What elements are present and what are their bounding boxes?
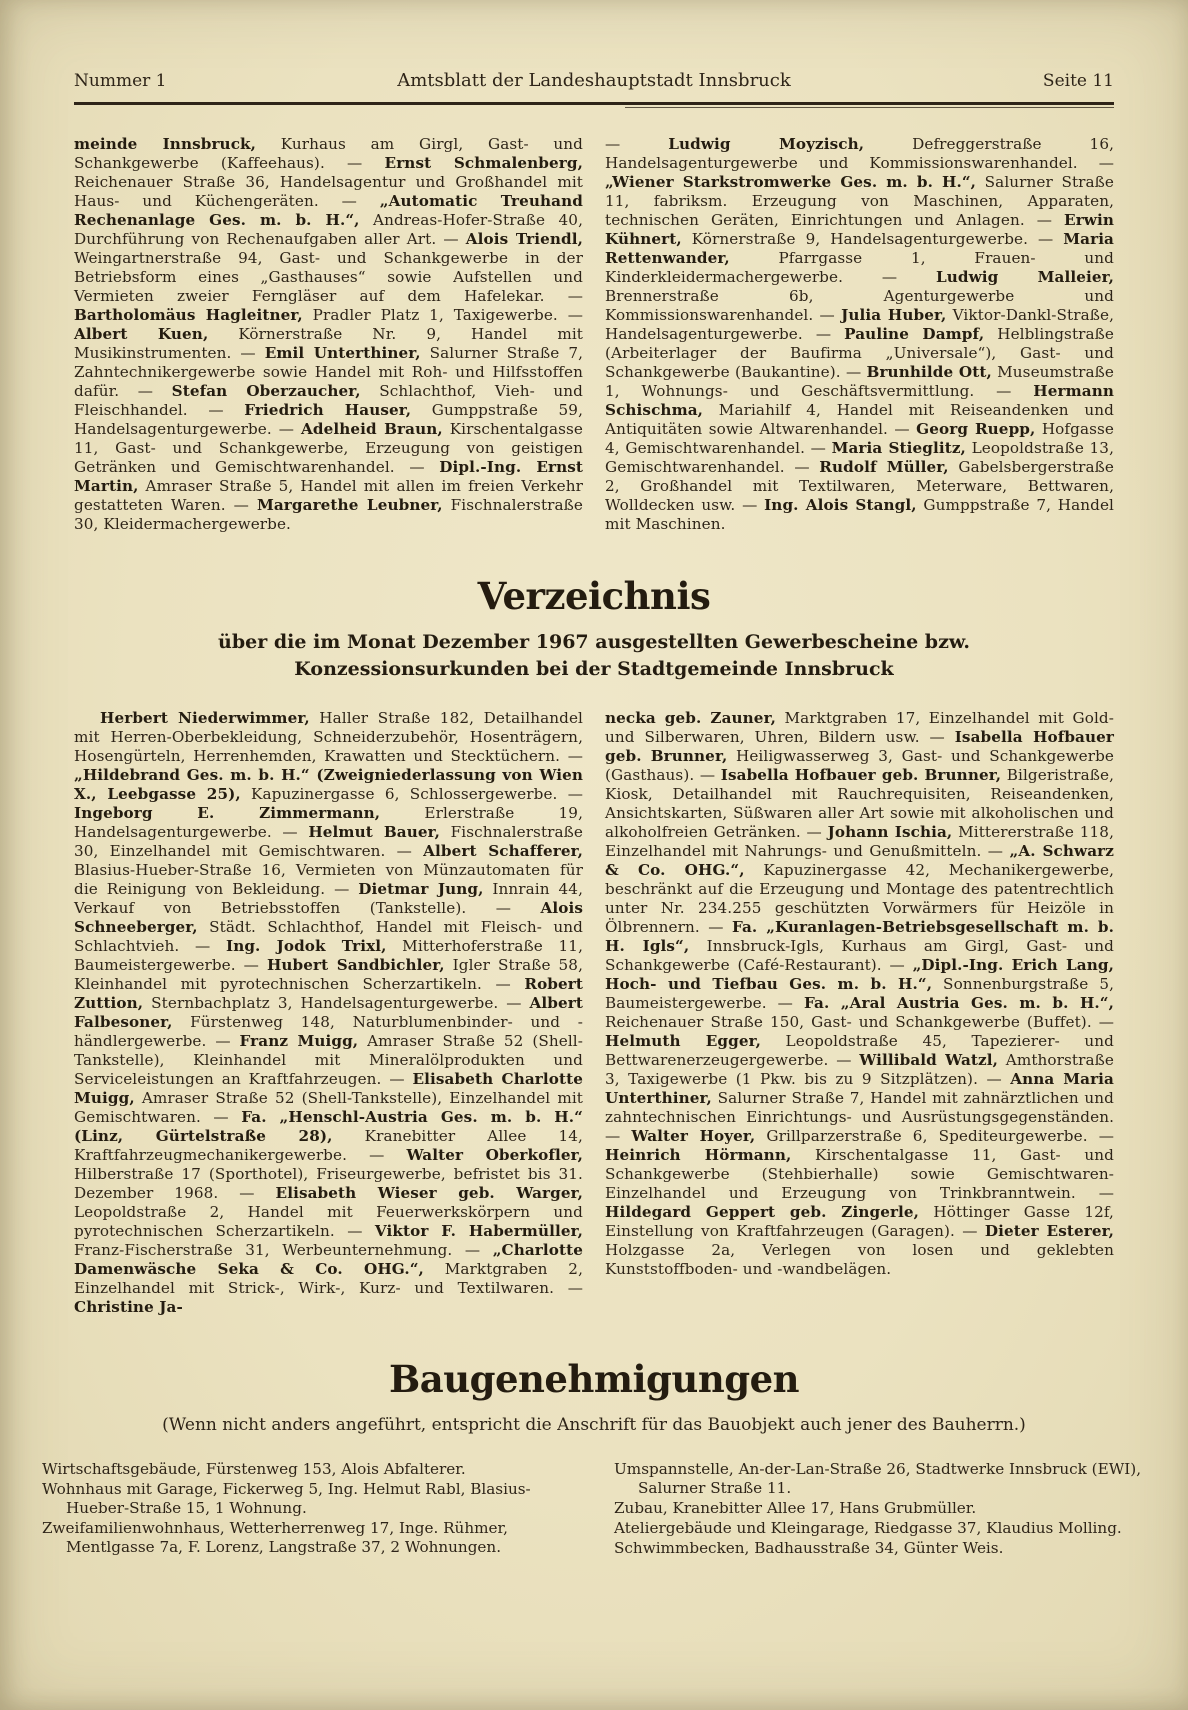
verzeichnis-subtitle-line2: Konzessionsurkunden bei der Stadtgemeinde Innsbruck [294, 658, 894, 680]
masthead-title: Amtsblatt der Landeshauptstadt Innsbruck [397, 70, 791, 91]
baugenehmigung-entry: Schwimmbecken, Badhausstraße 34, Günter Weis. [614, 1539, 1004, 1557]
baugenehmigungen-title: Baugenehmigungen [388, 1357, 800, 1401]
baugenehmigungen-column-right [614, 1460, 1146, 1559]
verzeichnis-title: Verzeichnis [477, 574, 711, 618]
verzeichnis-section [74, 709, 1114, 1317]
baugenehmigungen-list-right [614, 1460, 1146, 1558]
baugenehmigungen-note: (Wenn nicht anders angeführt, entspricht die Anschrift für das Bauobjekt auch jener des Bauherrn.) [162, 1415, 1026, 1435]
baugenehmigungen-column-left [42, 1460, 574, 1559]
verzeichnis-subtitle-line1: über die im Monat Dezember 1967 ausgestellten Gewerbescheine bzw. [218, 631, 970, 653]
verzeichnis-heading [74, 576, 1114, 683]
continuation-column-left [74, 135, 583, 534]
baugenehmigungen-heading [74, 1359, 1114, 1436]
verzeichnis-column-left [74, 709, 583, 1317]
baugenehmigung-entry: Zubau, Kranebitter Allee 17, Hans Grubmüller. [614, 1499, 977, 1517]
baugenehmigungen-list-left [42, 1460, 574, 1557]
page-header [74, 0, 1114, 91]
issue-number: Nummer 1 [74, 71, 167, 91]
baugenehmigung-entry: Ateliergebäude und Kleingarage, Riedgasse 37, Klaudius Molling. [614, 1519, 1122, 1537]
baugenehmigung-entry: Umspannstelle, An-der-Lan-Straße 26, Stadtwerke Innsbruck (EWI), Salurner Straße 11. [614, 1460, 1142, 1497]
continuation-paragraph-right: — Ludwig Moyzisch, Defreggerstraße 16, Handelsagenturgewerbe und Kommissionswarenhandel. — „Wiener Starkstromwerke Ges. m. b. H.“, Salurner Straße 11, fabriksm. Erzeugung von Maschinen, Apparaten, technischen Geräten, Einrichtungen und Anlagen. — Erwin Kühnert, Körnerstraße 9, Handelsagenturgewerbe. — Maria Rettenwander, Pfarrgasse 1, Frauen- und Kinderkleidermachergewerbe. — Ludwig Malleier, Brennerstraße 6b, Agenturgewerbe und Kommissionswarenhandel. — Julia Huber, Viktor-Dankl-Straße, Handelsagenturgewerbe. — Pauline Dampf, Helblingstraße (Arbeiterlager der Baufirma „Universale“), Gast- und Schankgewerbe (Baukantine). — Brunhilde Ott, Museumstraße 1, Wohnungs- und Geschäftsvermittlung. — Hermann Schischma, Mariahilf 4, Handel mit Reiseandenken und Antiquitäten sowie Altwarenhandel. — Georg Ruepp, Hofgasse 4, Gemischtwarenhandel. — Maria Stieglitz, Leopoldstraße 13, Gemischtwarenhandel. — Rudolf Müller, Gabelsbergerstraße 2, Großhandel mit Textilwaren, Meterware, Bettwaren, Wolldecken usw. — Ing. Alois Stangl, Gumppstraße 7, Handel mit Maschinen. [605, 135, 1115, 533]
header-rule [74, 102, 1114, 105]
gewerbescheine-continuation-section [74, 135, 1114, 534]
continuation-paragraph-left: meinde Innsbruck, Kurhaus am Girgl, Gast- und Schankgewerbe (Kaffeehaus). — Ernst Schmalenberg, Reichenauer Straße 36, Handelsagentur und Großhandel mit Haus- und Küchengeräten. — „Automatic Treuhand Rechenanlage Ges. m. b. H.“, Andreas-Hofer-Straße 40, Durchführung von Rechenaufgaben aller Art. — Alois Triendl, Weingartnerstraße 94, Gast- und Schankgewerbe in der Betriebsform eines „Gasthauses“ sowie Aufstellen und Vermieten zweier Ferngläser auf dem Hafelekar. — Bartholomäus Hagleitner, Pradler Platz 1, Taxigewerbe. — Albert Kuen, Körnerstraße Nr. 9, Handel mit Musikinstrumenten. — Emil Unterthiner, Salurner Straße 7, Zahntechnikergewerbe sowie Handel mit Roh- und Hilfsstoffen dafür. — Stefan Oberzaucher, Schlachthof, Vieh- und Fleischhandel. — Friedrich Hauser, Gumppstraße 59, Handelsagenturgewerbe. — Adelheid Braun, Kirschentalgasse 11, Gast- und Schankgewerbe, Erzeugung von geistigen Getränken und Gemischtwarenhandel. — Dipl.-Ing. Ernst Martin, Amraser Straße 5, Handel mit allen im freien Verkehr gestatteten Waren. — Margarethe Leubner, Fischnalerstraße 30, Kleidermachergewerbe. [74, 135, 584, 533]
baugenehmigung-entry: Zweifamilienwohnhaus, Wetterherrenweg 17, Inge. Rühmer, Mentlgasse 7a, F. Lorenz, Langstraße 37, 2 Wohnungen. [42, 1519, 508, 1556]
continuation-column-right [605, 135, 1114, 534]
verzeichnis-subtitle [74, 629, 1114, 683]
baugenehmigung-entry: Wirtschaftsgebäude, Fürstenweg 153, Alois Abfalterer. [42, 1460, 466, 1478]
baugenehmigungen-section [0, 1460, 1188, 1559]
verzeichnis-paragraph-left: Herbert Niederwimmer, Haller Straße 182, Detailhandel mit Herren-Oberbekleidung, Schneiderzubehör, Hosenträgern, Hosengürteln, Herrenhemden, Krawatten und Stecktüchern. — „Hildebrand Ges. m. b. H.“ (Zweigniederlassung von Wien X., Leebgasse 25), Kapuzinergasse 6, Schlossergewerbe. — Ingeborg E. Zimmermann, Erlerstraße 19, Handelsagenturgewerbe. — Helmut Bauer, Fischnalerstraße 30, Einzelhandel mit Gemischtwaren. — Albert Schafferer, Blasius-Hueber-Straße 16, Vermieten von Münzautomaten für die Reinigung von Bekleidung. — Dietmar Jung, Innrain 44, Verkauf von Betriebsstoffen (Tankstelle). — Alois Schneeberger, Städt. Schlachthof, Handel mit Fleisch- und Schlachtvieh. — Ing. Jodok Trixl, Mitterhoferstraße 11, Baumeistergewerbe. — Hubert Sandbichler, Igler Straße 58, Kleinhandel mit pyrotechnischen Scherzartikeln. — Robert Zuttion, Sternbachplatz 3, Handelsagenturgewerbe. — Albert Falbesoner, Fürstenweg 148, Naturblumenbinder- und -händlergewerbe. — Franz Muigg, Amraser Straße 52 (Shell-Tankstelle), Kleinhandel mit Mineralölprodukten und Serviceleistungen an Kraftfahrzeugen. — Elisabeth Charlotte Muigg, Amraser Straße 52 (Shell-Tankstelle), Einzelhandel mit Gemischtwaren. — Fa. „Henschl-Austria Ges. m. b. H.“ (Linz, Gürtelstraße 28), Kranebitter Allee 14, Kraftfahrzeugmechanikergewerbe. — Walter Oberkofler, Hilberstraße 17 (Sporthotel), Friseurgewerbe, befristet bis 31. Dezember 1968. — Elisabeth Wieser geb. Warger, Leopoldstraße 2, Handel mit Feuerwerkskörpern und pyrotechnischen Scherzartikeln. — Viktor F. Habermüller, Franz-Fischerstraße 31, Werbeunternehmung. — „Charlotte Damenwäsche Seka & Co. OHG.“, Marktgraben 2, Einzelhandel mit Strick-, Wirk-, Kurz- und Textilwaren. — Christine Ja- [74, 709, 584, 1316]
page-number: Seite 11 [1042, 71, 1114, 91]
baugenehmigung-entry: Wohnhaus mit Garage, Fickerweg 5, Ing. Helmut Rabl, Blasius-Hueber-Straße 15, 1 Wohnung. [42, 1480, 531, 1517]
verzeichnis-paragraph-right: necka geb. Zauner, Marktgraben 17, Einzelhandel mit Gold- und Silberwaren, Uhren, Bildern usw. — Isabella Hofbauer geb. Brunner, Heiligwasserweg 3, Gast- und Schankgewerbe (Gasthaus). — Isabella Hofbauer geb. Brunner, Bilgeristraße, Kiosk, Detailhandel mit Rauchrequisiten, Reiseandenken, Ansichtskarten, Süßwaren aller Art sowie mit alkoholischen und alkoholfreien Getränken. — Johann Ischia, Mittererstraße 118, Einzelhandel mit Nahrungs- und Genußmitteln. — „A. Schwarz & Co. OHG.“, Kapuzinergasse 42, Mechanikergewerbe, beschränkt auf die Erzeugung und Montage des patentrechtlich unter Nr. 234.255 geschützten Vorwärmers für Heizöle in Ölbrennern. — Fa. „Kuranlagen-Betriebsgesellschaft m. b. H. Igls“, Innsbruck-Igls, Kurhaus am Girgl, Gast- und Schankgewerbe (Café-Restaurant). — „Dipl.-Ing. Erich Lang, Hoch- und Tiefbau Ges. m. b. H.“, Sonnenburgstraße 5, Baumeistergewerbe. — Fa. „Aral Austria Ges. m. b. H.“, Reichenauer Straße 150, Gast- und Schankgewerbe (Buffet). — Helmuth Egger, Leopoldstraße 45, Tapezierer- und Bettwarenerzeugergewerbe. — Willibald Watzl, Amthorstraße 3, Taxigewerbe (1 Pkw. bis zu 9 Sitzplätzen). — Anna Maria Unterthiner, Salurner Straße 7, Handel mit zahnärztlichen und zahntechnischen Einrichtungs- und Ausrüstungsgegenständen. — Walter Hoyer, Grillparzerstraße 6, Spediteurgewerbe. — Heinrich Hörmann, Kirschentalgasse 11, Gast- und Schankgewerbe (Stehbierhalle) sowie Gemischtwaren-Einzelhandel und Erzeugung von Trinkbranntwein. — Hildegard Geppert geb. Zingerle, Höttinger Gasse 12f, Einstellung von Kraftfahrzeugen (Garagen). — Dieter Esterer, Holzgasse 2a, Verlegen von losen und geklebten Kunststoffboden- und -wandbelägen. [605, 709, 1115, 1278]
verzeichnis-column-right [605, 709, 1114, 1317]
